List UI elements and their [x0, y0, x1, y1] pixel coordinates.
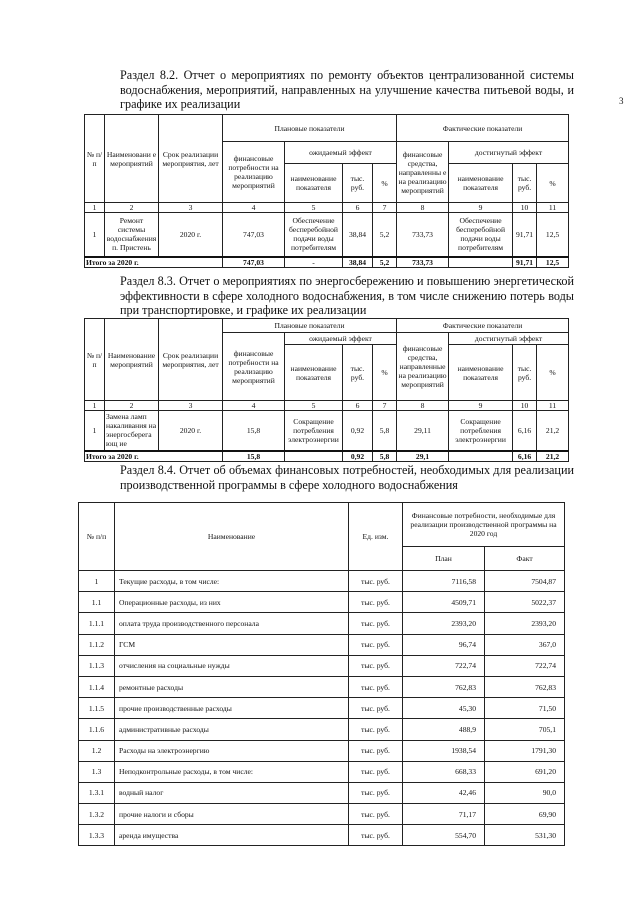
- row-name: ремонтные расходы: [115, 676, 349, 697]
- row-name: Неподконтрольные расходы, в том числе:: [115, 761, 349, 782]
- row-num: 1: [79, 571, 115, 592]
- row-name: отчисления на социальные нужды: [115, 655, 349, 676]
- col-number: 8: [397, 401, 449, 411]
- row-unit: тыс. руб.: [349, 634, 403, 655]
- total-label: Итого за 2020 г.: [85, 257, 223, 268]
- row-fact: 722,74: [485, 655, 565, 676]
- total-act-effect-pct: 12,5: [537, 257, 569, 268]
- col-number: 4: [223, 203, 285, 213]
- row-unit: тыс. руб.: [349, 719, 403, 740]
- row-act-effect-value: 91,71: [513, 213, 537, 257]
- col-number: 8: [397, 203, 449, 213]
- col-number: 6: [343, 401, 373, 411]
- total-effect-value: 0,92: [343, 451, 373, 462]
- row-name: водный налог: [115, 782, 349, 803]
- row-name: Текущие расходы, в том числе:: [115, 571, 349, 592]
- table-row: [79, 782, 565, 803]
- row-num: 1.1.2: [79, 634, 115, 655]
- row-plan-fin: 15,8: [223, 411, 285, 451]
- row-plan: 45,30: [403, 698, 485, 719]
- total-plan-fin: 747,03: [223, 257, 285, 268]
- row-effect-value: 38,84: [343, 213, 373, 257]
- row-num: 1.2: [79, 740, 115, 761]
- row-fact: 691,20: [485, 761, 565, 782]
- table-row: [79, 571, 565, 592]
- row-fact: 705,1: [485, 719, 565, 740]
- table-row: [79, 676, 565, 697]
- header-plan-fin: финансовые потребности на реализацию мероприятий: [223, 142, 285, 203]
- total-act-effect-name: [449, 451, 513, 462]
- column-numbers-row: [85, 203, 569, 213]
- row-num: 1.3: [79, 761, 115, 782]
- row-effect-value: 0,92: [343, 411, 373, 451]
- header-act-effect-pct: %: [537, 345, 569, 401]
- header-act-effect-value: тыс. руб.: [513, 164, 537, 203]
- total-act-effect-name: [449, 257, 513, 268]
- row-act-effect-pct: 12,5: [537, 213, 569, 257]
- header-num: № п/п: [85, 319, 105, 401]
- table-row: [79, 613, 565, 634]
- col-number: 7: [373, 203, 397, 213]
- header-unit: Ед. изм.: [349, 503, 403, 571]
- table-84-body: [79, 571, 565, 846]
- total-effect-name: [285, 451, 343, 462]
- header-achieved: достигнутый эффект: [449, 142, 569, 164]
- header-achieved: достигнутый эффект: [449, 333, 569, 345]
- row-num: 1.3.1: [79, 782, 115, 803]
- header-act-effect-name: наименование показателя: [449, 345, 513, 401]
- section-83-title-text: Раздел 8.3. Отчет о мероприятиях по энергосбережению и повышению энергетической эффективности в сфере холодного водоснабжения, в том числе снижению потерь воды при транспортировке, и графике их реализации: [120, 274, 574, 317]
- total-effect-name: -: [285, 257, 343, 268]
- row-name: оплата труда производственного персонала: [115, 613, 349, 634]
- col-number: 3: [159, 401, 223, 411]
- total-row: [85, 451, 569, 462]
- row-num: 1.1: [79, 592, 115, 613]
- header-name: Наименование мероприятий: [105, 319, 159, 401]
- row-effect-pct: 5,8: [373, 411, 397, 451]
- total-effect-value: 38,84: [343, 257, 373, 268]
- col-number: 7: [373, 401, 397, 411]
- table-row: [79, 655, 565, 676]
- row-name: Расходы на электроэнергию: [115, 740, 349, 761]
- header-actual: Фактические показатели: [397, 115, 569, 142]
- section-83-title: [84, 274, 574, 318]
- header-needs: Финансовые потребности, необходимые для реализации производственной программы на 2020 год: [403, 503, 565, 547]
- row-name: ГСМ: [115, 634, 349, 655]
- row-num: 1.1.6: [79, 719, 115, 740]
- row-fact: 2393,20: [485, 613, 565, 634]
- section-82-title: [84, 68, 574, 112]
- col-number: 9: [449, 401, 513, 411]
- table-row: [79, 740, 565, 761]
- header-effect-pct: %: [373, 164, 397, 203]
- header-planned: Плановые показатели: [223, 319, 397, 333]
- col-number: 11: [537, 203, 569, 213]
- row-plan: 762,83: [403, 676, 485, 697]
- total-row: [85, 257, 569, 268]
- row-plan: 554,70: [403, 825, 485, 846]
- row-num: 1.3.2: [79, 804, 115, 825]
- header-fact: Факт: [485, 547, 565, 571]
- total-effect-pct: 5,8: [373, 451, 397, 462]
- row-fact: 7504,87: [485, 571, 565, 592]
- col-number: 10: [513, 401, 537, 411]
- row-fact: 90,0: [485, 782, 565, 803]
- row-plan: 71,17: [403, 804, 485, 825]
- total-act-effect-value: 6,16: [513, 451, 537, 462]
- total-act-fin: 733,73: [397, 257, 449, 268]
- table-row: [79, 719, 565, 740]
- row-num: 1.1.3: [79, 655, 115, 676]
- col-number: 1: [85, 203, 105, 213]
- row-effect-pct: 5,2: [373, 213, 397, 257]
- row-fact: 531,30: [485, 825, 565, 846]
- row-plan: 42,46: [403, 782, 485, 803]
- row-unit: тыс. руб.: [349, 761, 403, 782]
- header-planned: Плановые показатели: [223, 115, 397, 142]
- table-row: [85, 411, 569, 451]
- header-effect-name: наименование показателя: [285, 164, 343, 203]
- row-plan: 7116,58: [403, 571, 485, 592]
- row-unit: тыс. руб.: [349, 740, 403, 761]
- header-effect-value: тыс. руб.: [343, 164, 373, 203]
- total-act-fin: 29,1: [397, 451, 449, 462]
- header-act-effect-value: тыс. руб.: [513, 345, 537, 401]
- table-section-83: [84, 318, 569, 462]
- row-num: 1.3.3: [79, 825, 115, 846]
- row-unit: тыс. руб.: [349, 613, 403, 634]
- row-unit: тыс. руб.: [349, 676, 403, 697]
- row-name: аренда имущества: [115, 825, 349, 846]
- row-term: 2020 г.: [159, 411, 223, 451]
- header-plan: План: [403, 547, 485, 571]
- header-term: Срок реализации мероприятия, лет: [159, 115, 223, 203]
- header-act-effect-name: наименование показателя: [449, 164, 513, 203]
- row-term: 2020 г.: [159, 213, 223, 257]
- row-fact: 71,50: [485, 698, 565, 719]
- row-act-effect-name: Обеспечение бесперебойной подачи воды потребителям: [449, 213, 513, 257]
- row-unit: тыс. руб.: [349, 698, 403, 719]
- row-plan: 1938,54: [403, 740, 485, 761]
- row-plan: 722,74: [403, 655, 485, 676]
- header-term: Срок реализации мероприятия, лет: [159, 319, 223, 401]
- row-effect-name: Обеспечение бесперебойной подачи воды потребителям: [285, 213, 343, 257]
- header-name: Наименовани е мероприятий: [105, 115, 159, 203]
- col-number: 11: [537, 401, 569, 411]
- section-84-title-text: Раздел 8.4. Отчет об объемах финансовых потребностей, необходимых для реализации производственной программы в сфере холодного водоснабжения: [120, 463, 574, 492]
- section-84-title: [84, 463, 574, 492]
- table-row: [79, 634, 565, 655]
- row-effect-name: Сокращение потребления электроэнергии: [285, 411, 343, 451]
- row-num: 1.1.1: [79, 613, 115, 634]
- header-expected: ожидаемый эффект: [285, 142, 397, 164]
- col-number: 6: [343, 203, 373, 213]
- table-row: [79, 592, 565, 613]
- header-effect-value: тыс. руб.: [343, 345, 373, 401]
- row-name: Замена ламп накаливания на энергосберегающ ие: [105, 411, 159, 451]
- table-row: [79, 804, 565, 825]
- header-act-effect-pct: %: [537, 164, 569, 203]
- row-act-fin: 29,11: [397, 411, 449, 451]
- row-name: Ремонт системы водоснабжения п. Пристень: [105, 213, 159, 257]
- table-row: [79, 825, 565, 846]
- row-act-effect-pct: 21,2: [537, 411, 569, 451]
- row-unit: тыс. руб.: [349, 804, 403, 825]
- total-act-effect-value: 91,71: [513, 257, 537, 268]
- col-number: 2: [105, 401, 159, 411]
- col-number: 1: [85, 401, 105, 411]
- col-number: 5: [285, 203, 343, 213]
- row-num: 1: [85, 411, 105, 451]
- row-plan: 668,33: [403, 761, 485, 782]
- row-act-effect-value: 6,16: [513, 411, 537, 451]
- row-fact: 69,90: [485, 804, 565, 825]
- header-plan-fin: финансовые потребности на реализацию мероприятий: [223, 333, 285, 401]
- row-fact: 1791,30: [485, 740, 565, 761]
- row-plan: 96,74: [403, 634, 485, 655]
- row-fact: 5022,37: [485, 592, 565, 613]
- row-fact: 762,83: [485, 676, 565, 697]
- col-number: 9: [449, 203, 513, 213]
- row-unit: тыс. руб.: [349, 571, 403, 592]
- col-number: 2: [105, 203, 159, 213]
- row-plan: 4509,71: [403, 592, 485, 613]
- header-name: Наименование: [115, 503, 349, 571]
- row-act-fin: 733,73: [397, 213, 449, 257]
- row-unit: тыс. руб.: [349, 825, 403, 846]
- row-name: прочие производственные расходы: [115, 698, 349, 719]
- header-effect-name: наименование показателя: [285, 345, 343, 401]
- row-fact: 367,0: [485, 634, 565, 655]
- header-num: № п/п: [79, 503, 115, 571]
- total-effect-pct: 5,2: [373, 257, 397, 268]
- header-act-fin: финансовые средства, направленные на реализацию мероприятий: [397, 333, 449, 401]
- table-row: [85, 213, 569, 257]
- row-name: прочие налоги и сборы: [115, 804, 349, 825]
- edge-mark: 3: [619, 96, 624, 106]
- section-82-title-text: Раздел 8.2. Отчет о мероприятиях по ремонту объектов централизованной системы водоснабжения, мероприятий, направленных на улучшение качества питьевой воды, и графике их реализации: [120, 68, 574, 111]
- col-number: 5: [285, 401, 343, 411]
- row-num: 1.1.4: [79, 676, 115, 697]
- header-num: № п/п: [85, 115, 105, 203]
- total-label: Итого за 2020 г.: [85, 451, 223, 462]
- header-actual: Фактические показатели: [397, 319, 569, 333]
- table-section-84: [78, 502, 565, 846]
- row-plan: 2393,20: [403, 613, 485, 634]
- total-act-effect-pct: 21,2: [537, 451, 569, 462]
- table-row: [79, 761, 565, 782]
- col-number: 3: [159, 203, 223, 213]
- row-unit: тыс. руб.: [349, 592, 403, 613]
- table-section-82: [84, 114, 569, 268]
- row-name: Операционные расходы, из них: [115, 592, 349, 613]
- header-effect-pct: %: [373, 345, 397, 401]
- column-numbers-row: [85, 401, 569, 411]
- row-num: 1.1.5: [79, 698, 115, 719]
- col-number: 4: [223, 401, 285, 411]
- row-plan: 488,9: [403, 719, 485, 740]
- header-act-fin: финансовые средства, направленны е на реализацию мероприятий: [397, 142, 449, 203]
- header-expected: ожидаемый эффект: [285, 333, 397, 345]
- row-act-effect-name: Сокращение потребления электроэнергии: [449, 411, 513, 451]
- table-row: [79, 698, 565, 719]
- total-plan-fin: 15,8: [223, 451, 285, 462]
- row-name: административные расходы: [115, 719, 349, 740]
- row-unit: тыс. руб.: [349, 655, 403, 676]
- row-plan-fin: 747,03: [223, 213, 285, 257]
- row-num: 1: [85, 213, 105, 257]
- row-unit: тыс. руб.: [349, 782, 403, 803]
- col-number: 10: [513, 203, 537, 213]
